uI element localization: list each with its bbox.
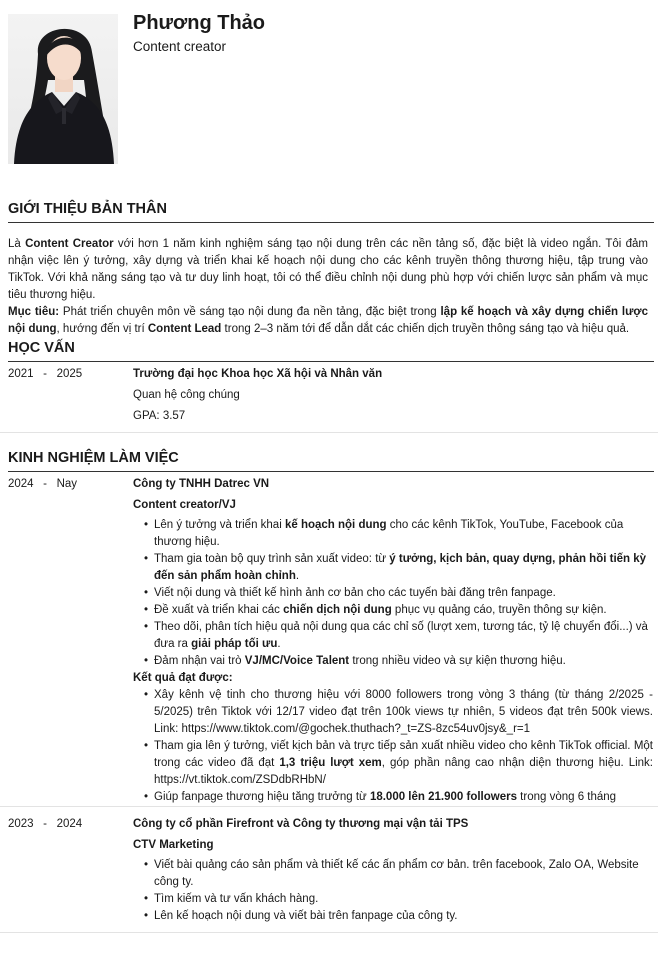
list-item: • Đề xuất và triển khai các chiến dịch nội dung phục vụ quảng cáo, truyền thông sự kiện. (146, 602, 653, 619)
list-item: • Viết nội dung và thiết kế hình ảnh cơ bản cho các tuyến bài đăng trên fanpage. (146, 585, 653, 602)
profile-name: Phương Thảo (133, 12, 266, 34)
portrait-illustration (8, 14, 118, 164)
major: Quan hệ công chúng (133, 389, 240, 401)
gpa: GPA: 3.57 (133, 410, 186, 422)
list-item: • Lên ý tưởng và triển khai kế hoạch nội dung cho các kênh TikTok, YouTube, Facebook của thương hiệu. (146, 517, 653, 551)
profile-title: Content creator (133, 39, 227, 54)
education-heading: HỌC VẤN (8, 339, 654, 362)
company-name: Công ty cổ phần Firefront và Công ty thương mại vận tải TPS (133, 818, 469, 830)
list-item: • Giúp fanpage thương hiệu tăng trưởng từ 18.000 lên 21.900 followers trong vòng 6 tháng (146, 789, 653, 806)
school-name: Trường đại học Khoa học Xã hội và Nhân văn (133, 368, 383, 380)
divider (0, 806, 658, 807)
about-heading: GIỚI THIỆU BẢN THÂN (8, 200, 654, 223)
responsibility-list (133, 517, 653, 670)
results-list (133, 687, 653, 806)
divider (0, 432, 658, 433)
results-heading: Kết quả đạt được: (133, 672, 233, 684)
list-item: • Tham gia toàn bộ quy trình sản xuất video: từ ý tưởng, kịch bản, quay dựng, phản hồi tiến kỳ đến sản phẩm hoàn chỉnh. (146, 551, 653, 585)
education-date: 2021 - 2025 (8, 368, 83, 380)
profile-header (8, 14, 648, 164)
profile-photo (8, 14, 118, 164)
responsibility-list (133, 857, 653, 925)
list-item: • Tìm kiếm và tư vấn khách hàng. (146, 891, 653, 908)
list-item: • Xây kênh vệ tinh cho thương hiệu với 8000 followers trong vòng 3 tháng (từ tháng 2/2025 - 5/2025) trên Tiktok với 12/17 video đạt trên 100k views tự nhiên, 5 videos đạt trên 500k views. Link: https://www.tiktok.com/@gochek.thuthach?_t=ZS-8zc54uv0jsy&_r=1 (146, 687, 653, 738)
list-item: • Lên kế hoạch nội dung và viết bài trên fanpage của công ty. (146, 908, 653, 925)
about-paragraph: Là Content Creator với hơn 1 năm kinh nghiệm sáng tạo nội dung trên các nền tảng số, đặc biệt là video ngắn. Tôi đảm nhận việc lên ý tưởng, xây dựng và triển khai kế hoạch nội dung cho các kênh truyền thông thương hiệu, tập trung vào TikTok. Với khả năng sáng tạo và tư duy linh hoạt, tôi có thể điều chỉnh nội dung phù hợp với chiến lược sản phẩm và mục tiêu thương hiệu. (8, 238, 648, 301)
job-position: CTV Marketing (133, 839, 214, 851)
list-item: • Viết bài quảng cáo sản phẩm và thiết kế các ấn phẩm cơ bản. trên facebook, Zalo OA, Website công ty. (146, 857, 653, 891)
job-position: Content creator/VJ (133, 499, 236, 511)
list-item: • Tham gia lên ý tưởng, viết kịch bản và trực tiếp sản xuất nhiều video cho kênh TikTok official. Một trong các video đã đạt 1,3 triệu lượt xem, góp phần nâng cao nhận diện thương hiệu. Link: https://vt.tiktok.com/ZSDdbRHbN/ (146, 738, 653, 789)
job-date: 2024 - Nay (8, 478, 78, 490)
goal-paragraph: Mục tiêu: Phát triển chuyên môn về sáng tạo nội dung đa nền tảng, đặc biệt trong lập kế hoạch và xây dựng chiến lược nội dung, hướng đến vị trí Content Lead trong 2–3 năm tới để dẫn dắt các chiến dịch truyền thông sáng tạo và hiệu quả. (8, 306, 648, 335)
company-name: Công ty TNHH Datrec VN (133, 478, 270, 490)
divider (0, 932, 658, 933)
job-date: 2023 - 2024 (8, 818, 83, 830)
experience-heading: KINH NGHIỆM LÀM VIỆC (8, 449, 654, 472)
list-item: • Theo dõi, phân tích hiệu quả nội dung qua các chỉ số (lượt xem, tương tác, tỷ lệ chuyển đổi...) và đưa ra giải pháp tối ưu. (146, 619, 653, 653)
list-item: • Đảm nhận vai trò VJ/MC/Voice Talent trong nhiều video và sự kiện thương hiệu. (146, 653, 653, 670)
about-text (8, 236, 648, 338)
